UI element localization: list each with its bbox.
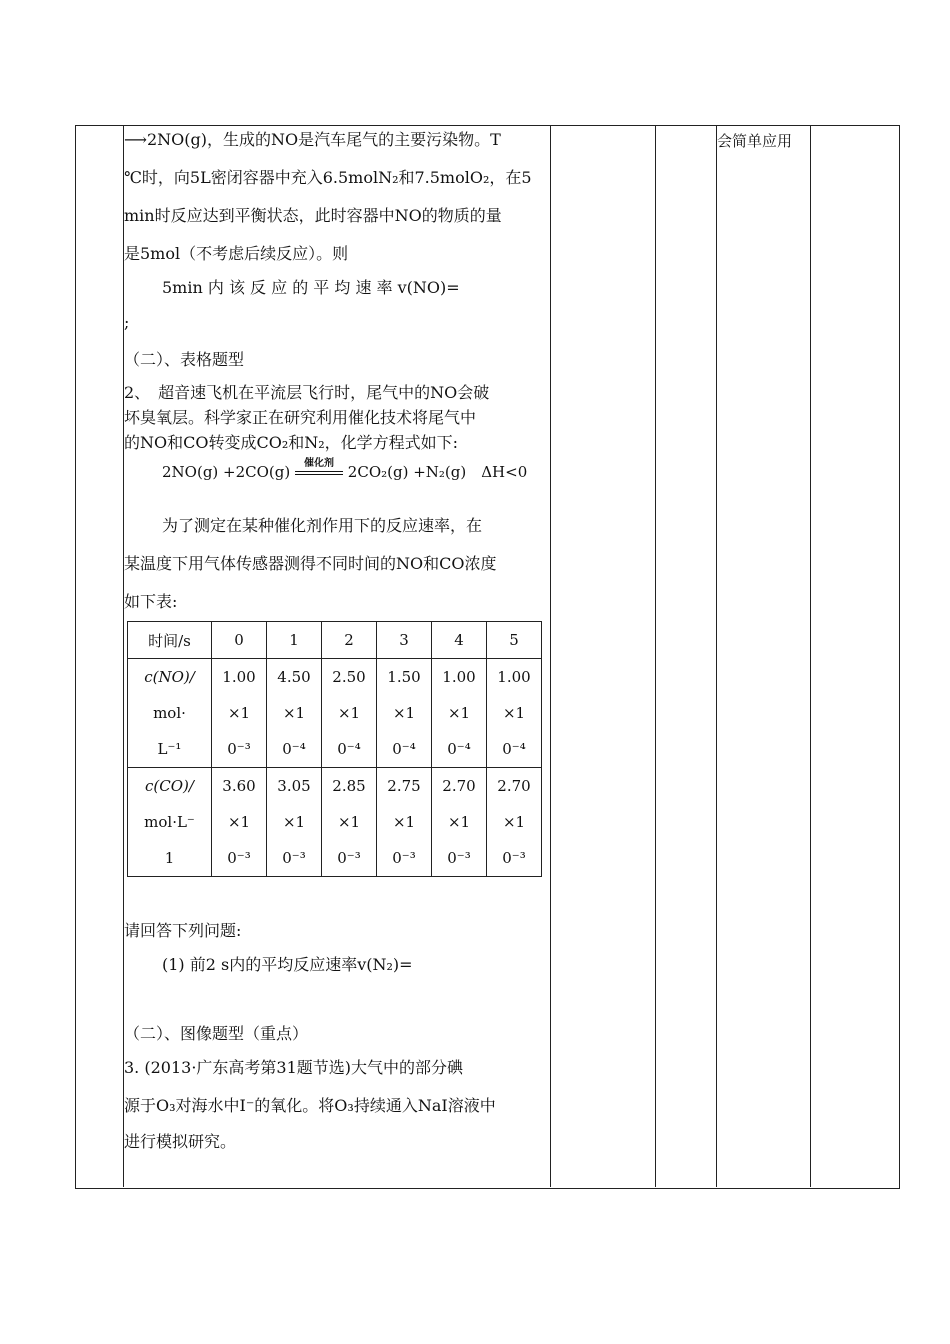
table-header-cell: 时间/s	[128, 622, 212, 659]
table-header-cell: 4	[432, 622, 487, 659]
table-cell: 3.05 ×1 0⁻³	[267, 768, 322, 877]
column-divider	[550, 125, 551, 1187]
table-row	[128, 768, 542, 877]
text-line: 请回答下列问题:	[124, 921, 242, 940]
table-cell: 2.85 ×1 0⁻³	[322, 768, 377, 877]
table-header-cell: 5	[487, 622, 542, 659]
table-header-cell: 0	[212, 622, 267, 659]
text-line: ℃时，向5L密闭容器中充入6.5molN₂和7.5molO₂，在5	[124, 168, 532, 187]
table-header-cell: 3	[377, 622, 432, 659]
table-cell: 1.00 ×1 0⁻³	[212, 659, 267, 768]
text-line: ;	[124, 313, 130, 332]
text-line: 5min 内 该 反 应 的 平 均 速 率 v(NO)=	[162, 278, 460, 297]
text-line: min时反应达到平衡状态，此时容器中NO的物质的量	[124, 206, 502, 225]
text-line: 2、 超音速飞机在平流层飞行时，尾气中的NO会破	[124, 383, 490, 402]
text-line: 的NO和CO转变成CO₂和N₂，化学方程式如下:	[124, 433, 459, 452]
table-cell: 2.50 ×1 0⁻⁴	[322, 659, 377, 768]
table-cell: 1.00 ×1 0⁻⁴	[487, 659, 542, 768]
column-divider	[655, 125, 656, 1187]
reaction-arrow-icon	[295, 458, 343, 480]
text-line: 源于O₃对海水中I⁻的氧化。将O₃持续通入NaI溶液中	[124, 1096, 496, 1115]
section-heading: （二）、表格题型	[124, 350, 245, 369]
table-cell: 2.70 ×1 0⁻³	[432, 768, 487, 877]
text-line: 进行模拟研究。	[124, 1132, 237, 1151]
column-divider	[716, 125, 717, 1187]
equation-left: 2NO(g) +2CO(g)	[162, 463, 291, 481]
text-line: ⟶2NO(g)，生成的NO是汽车尾气的主要污染物。T	[124, 130, 501, 149]
equation-right: 2CO₂(g) +N₂(g) ΔH<0	[347, 463, 528, 481]
table-header-cell: 2	[322, 622, 377, 659]
column-divider	[810, 125, 811, 1187]
text-line: 3. (2013·广东高考第31题节选)大气中的部分碘	[124, 1058, 464, 1077]
question-line: (1) 前2 s内的平均反应速率v(N₂)=	[162, 955, 413, 974]
concentration-table	[127, 621, 542, 877]
catalyst-label: 催化剂	[304, 458, 335, 469]
text-line: 坏臭氧层。科学家正在研究利用催化技术将尾气中	[124, 408, 477, 427]
text-line: 为了测定在某种催化剂作用下的反应速率，在	[162, 516, 483, 535]
text-line: 是5mol（不考虑后续反应）。则	[124, 244, 349, 263]
text-line: 某温度下用气体传感器测得不同时间的NO和CO浓度	[124, 554, 497, 573]
table-cell: 1.50 ×1 0⁻⁴	[377, 659, 432, 768]
row-label-no: c(NO)/ mol· L⁻¹	[128, 659, 212, 768]
table-row	[128, 659, 542, 768]
row-label-co: c(CO)/ mol·L⁻ 1	[128, 768, 212, 877]
table-header-cell: 1	[267, 622, 322, 659]
section-heading: （二）、图像题型（重点）	[124, 1024, 309, 1043]
table-header-row	[128, 622, 542, 659]
text-line: 如下表:	[124, 592, 178, 611]
chemical-equation	[162, 458, 528, 482]
table-cell: 2.75 ×1 0⁻³	[377, 768, 432, 877]
table-cell: 4.50 ×1 0⁻⁴	[267, 659, 322, 768]
table-cell: 3.60 ×1 0⁻³	[212, 768, 267, 877]
table-cell: 2.70 ×1 0⁻³	[487, 768, 542, 877]
side-note: 会简单应用	[717, 132, 793, 150]
table-cell: 1.00 ×1 0⁻⁴	[432, 659, 487, 768]
